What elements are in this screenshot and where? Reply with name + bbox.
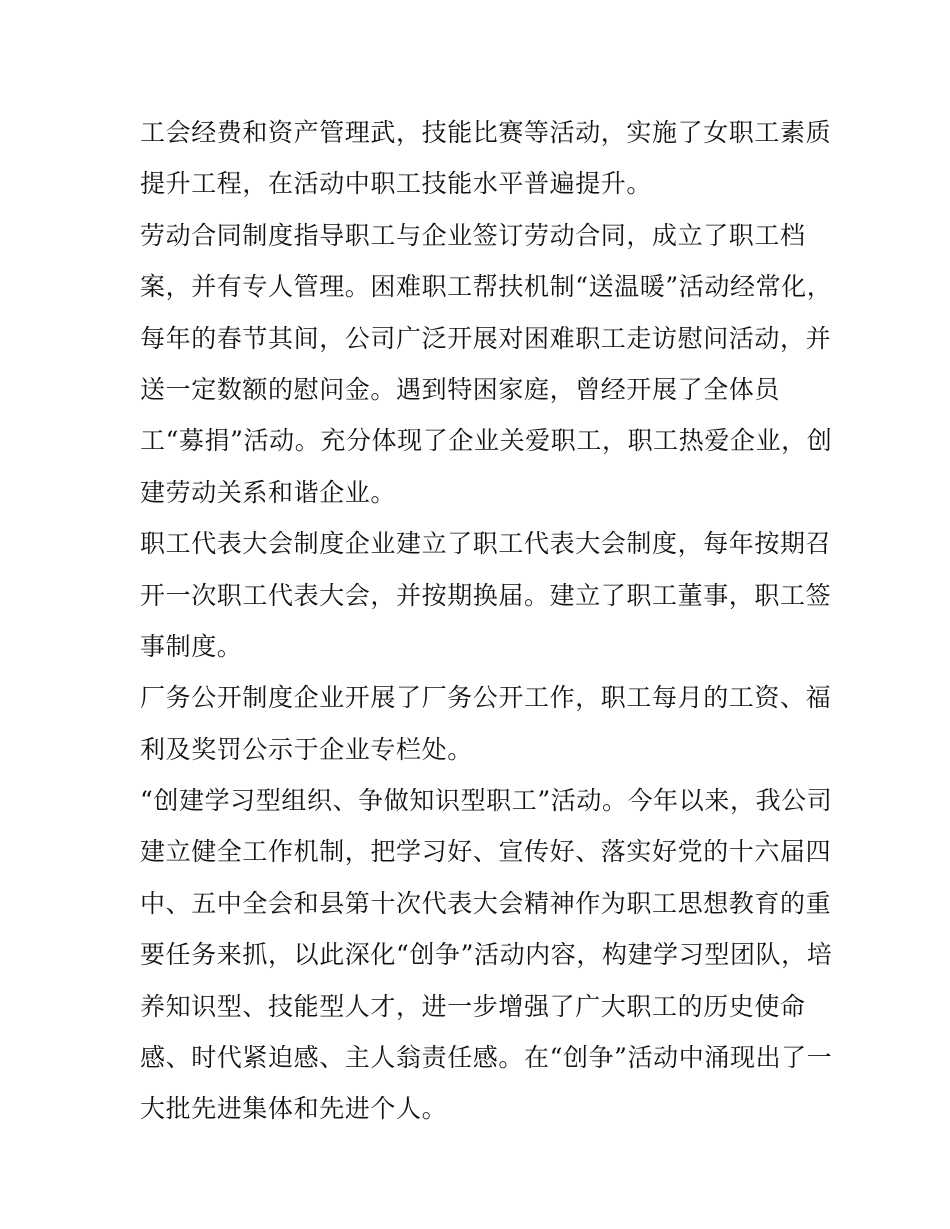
text-line: 建立健全工作机制，把学习好、宣传好、落实好党的十六届四 (140, 837, 832, 867)
text-line: 养知识型、技能型人才，进一步增强了广大职工的历史使命 (140, 991, 806, 1021)
text-line: 中、五中全会和县第十次代表大会精神作为职工思想教育的重 (140, 888, 832, 918)
text-line: 大批先进集体和先进个人。 (140, 1094, 448, 1124)
text-line: 送一定数额的慰问金。遇到特困家庭，曾经开展了全体员 (140, 374, 781, 404)
text-line: “创建学习型组织、争做知识型职工”活动。今年以来，我公司 (140, 786, 833, 816)
text-line: 工“募捐”活动。充分体现了企业关爱职工，职工热爱企业，创 (140, 426, 833, 456)
text-line: 提升工程，在活动中职工技能水平普遍提升。 (140, 169, 653, 199)
text-line: 厂务公开制度企业开展了厂务公开工作，职工每月的工资、福 (140, 683, 832, 713)
text-line: 利及奖罚公示于企业专栏处。 (140, 734, 473, 764)
text-line: 工会经费和资产管理武，技能比赛等活动，实施了女职工素质 (140, 118, 832, 147)
text-line: 职工代表大会制度企业建立了职工代表大会制度，每年按期召 (140, 529, 832, 559)
text-line: 事制度。 (140, 631, 243, 661)
text-line: 建劳动关系和谐企业。 (140, 477, 397, 507)
text-line: 劳动合同制度指导职工与企业签订劳动合同，成立了职工档 (140, 220, 806, 250)
text-line: 要任务来抓，以此深化“创争”活动内容，构建学习型团队，培 (140, 940, 833, 970)
text-line: 开一次职工代表大会，并按期换届。建立了职工董事，职工签 (140, 580, 832, 610)
text-line: 每年的春节其间，公司广泛开展对困难职工走访慰问活动，并 (140, 323, 832, 353)
text-line: 感、时代紧迫感、主人翁责任感。在“创争”活动中涌现出了一 (140, 1043, 833, 1073)
document-body (140, 107, 833, 1135)
text-line: 案，并有专人管理。困难职工帮扶机制“送温暖”活动经常化， (140, 272, 833, 302)
